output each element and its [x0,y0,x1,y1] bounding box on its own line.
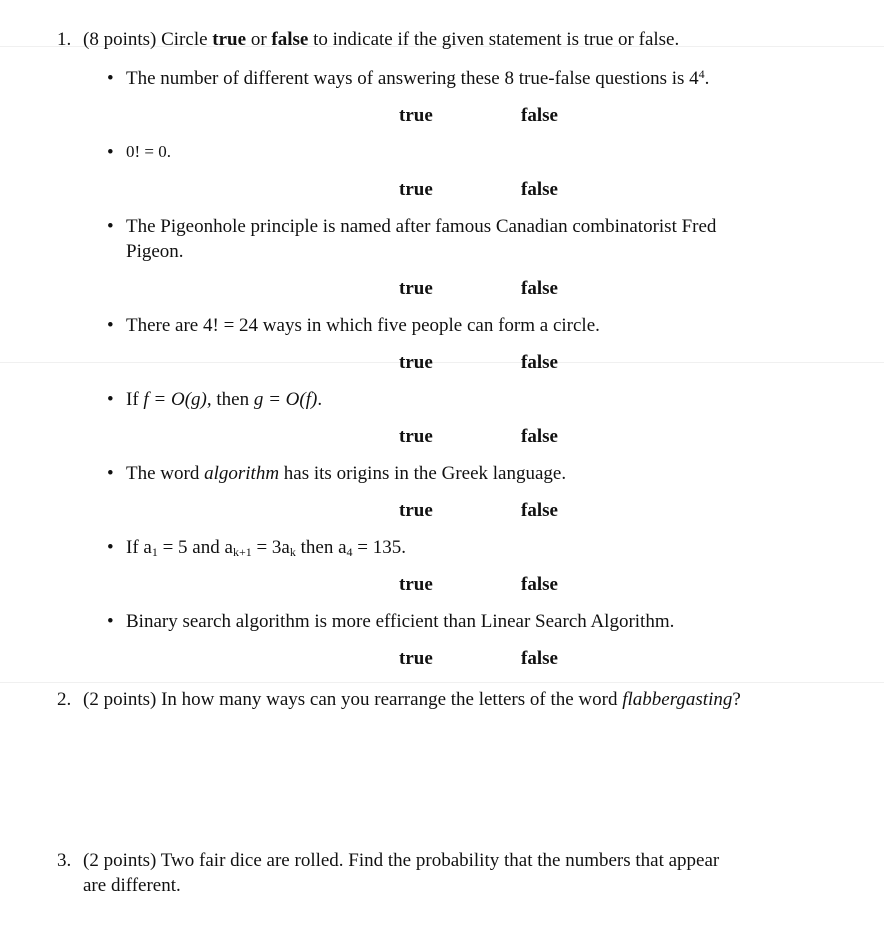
question-1 [57,28,847,53]
question-points: (2 points) [83,850,157,871]
statement-7: • If $a_1 = 5$ and $a_{k+1} = 3a_k$ then $a_4 = 135$. [107,537,406,559]
bullet-icon: • [107,68,114,89]
choice-false-7[interactable]: false [521,574,558,595]
statement-5: • If f = O(g), then g = O(f). [107,388,847,413]
choice-true-7[interactable]: true [399,574,433,595]
statement-3: • The Pigeonhole principle is named after famous Canadian combinatorist Fred Pigeon. [107,216,717,262]
statement-2: • 0! = 0. [107,141,847,163]
question-1-prompt: (8 points) Circle true or false to indicate if the given statement is true or false. [83,29,680,50]
question-number: 2. [57,689,72,710]
divider [0,362,884,363]
choice-false-5[interactable]: false [521,426,558,447]
choice-true-6[interactable]: true [399,500,433,521]
bullet-icon: • [107,315,114,336]
statement-4: • There are 4! = 24 ways in which five people can form a circle. [107,314,847,339]
choice-false-1[interactable]: false [521,105,558,126]
bullet-icon: • [107,463,114,484]
statement-6: • The word algorithm has its origins in the Greek language. [107,462,847,487]
question-number: 1. [57,29,72,50]
choice-true-2[interactable]: true [399,179,433,200]
divider [0,682,884,683]
choice-false-2[interactable]: false [521,179,558,200]
question-3: 3. (2 points) Two fair dice are rolled. Find the probability that the numbers that appear are different. [57,850,720,896]
question-number: 3. [57,850,72,871]
choice-true-3[interactable]: true [399,278,433,299]
choice-false-3[interactable]: false [521,278,558,299]
choice-false-8[interactable]: false [521,648,558,669]
choice-true-5[interactable]: true [399,426,433,447]
choice-false-4[interactable]: false [521,352,558,373]
bullet-icon: • [107,611,114,632]
bullet-icon: • [107,216,114,237]
question-2: 2. (2 points) In how many ways can you rearrange the letters of the word flabbergasting? [57,688,847,713]
statement-1: • The number of different ways of answering these 8 true-false questions is $4^4$. [107,67,847,92]
bullet-icon: • [107,142,114,163]
question-points: (8 points) [83,29,157,50]
bullet-icon: • [107,537,114,558]
choice-true-1[interactable]: true [399,105,433,126]
question-points: (2 points) [83,689,157,710]
choice-false-6[interactable]: false [521,500,558,521]
choice-true-8[interactable]: true [399,648,433,669]
choice-true-4[interactable]: true [399,352,433,373]
statement-8: • Binary search algorithm is more efficient than Linear Search Algorithm. [107,610,847,635]
bullet-icon: • [107,389,114,410]
